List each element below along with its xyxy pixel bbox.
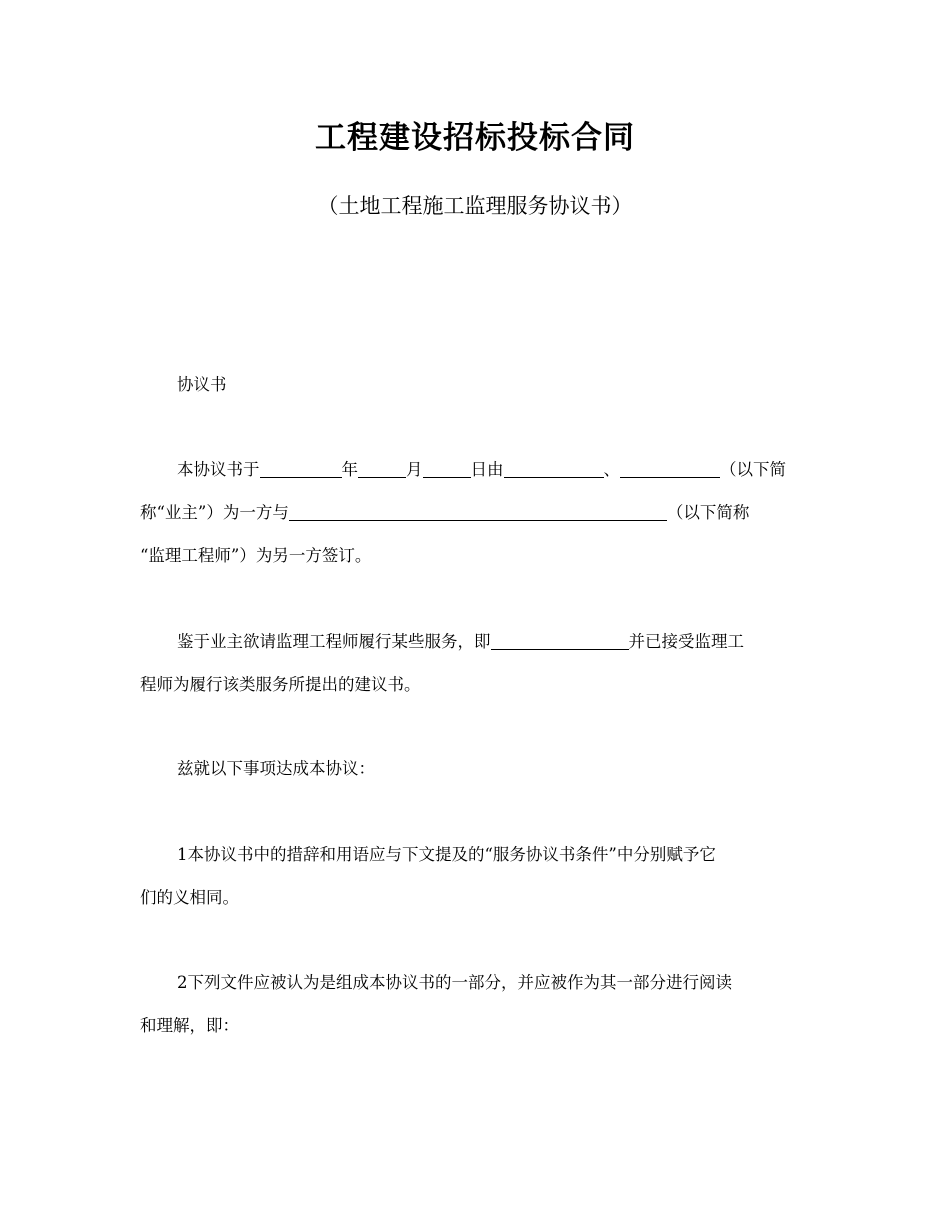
- paragraph-line: 和理解，即：: [140, 1016, 239, 1035]
- paragraph-item-2: [140, 961, 810, 1047]
- month-blank: [358, 459, 406, 478]
- text-segment: 并已接受监理工: [628, 632, 744, 651]
- paragraph-line: 1本协议书中的措辞和用语应与下文提及的“服务协议书条件”中分别赋予它: [177, 845, 716, 864]
- paragraph-signing: [140, 448, 810, 577]
- text-segment: 月: [406, 460, 423, 479]
- year-blank: [260, 459, 342, 478]
- text-segment: 本协议书于: [177, 460, 260, 479]
- document-subtitle: （土地工程施工监理服务协议书）: [317, 194, 633, 218]
- day-blank: [423, 459, 471, 478]
- text-segment: 、: [603, 460, 620, 479]
- services-blank: [491, 631, 629, 650]
- paragraph-line: [140, 620, 810, 663]
- section-heading: 协议书: [177, 375, 227, 394]
- text-segment: （以下简称: [666, 503, 750, 522]
- engineer-blank: [289, 502, 667, 521]
- text-segment: 日由: [470, 460, 504, 479]
- paragraph-services: [140, 620, 810, 706]
- paragraph-line: [140, 491, 810, 534]
- owner-blank-1: [504, 459, 604, 478]
- paragraph-line: 们的义相同。: [140, 888, 239, 907]
- paragraph-line: 程师为履行该类服务所提出的建议书。: [140, 675, 421, 694]
- text-segment: 称“业主”）为一方与: [140, 503, 289, 522]
- text-segment: 年: [341, 460, 358, 479]
- paragraph-agreement: 兹就以下事项达成本协议：: [177, 759, 375, 778]
- paragraph-line: “监理工程师”）为另一方签订。: [140, 546, 372, 565]
- owner-blank-2: [620, 459, 720, 478]
- text-segment: 鉴于业主欲请监理工程师履行某些服务，即: [177, 632, 491, 651]
- document-title: 工程建设招标投标合同: [315, 120, 635, 156]
- paragraph-item-1: [140, 833, 810, 919]
- paragraph-line: 2下列文件应被认为是组成本协议书的一部分，并应被作为其一部分进行阅读: [177, 973, 732, 992]
- text-segment: （以下简: [720, 460, 786, 479]
- paragraph-line: [140, 448, 810, 491]
